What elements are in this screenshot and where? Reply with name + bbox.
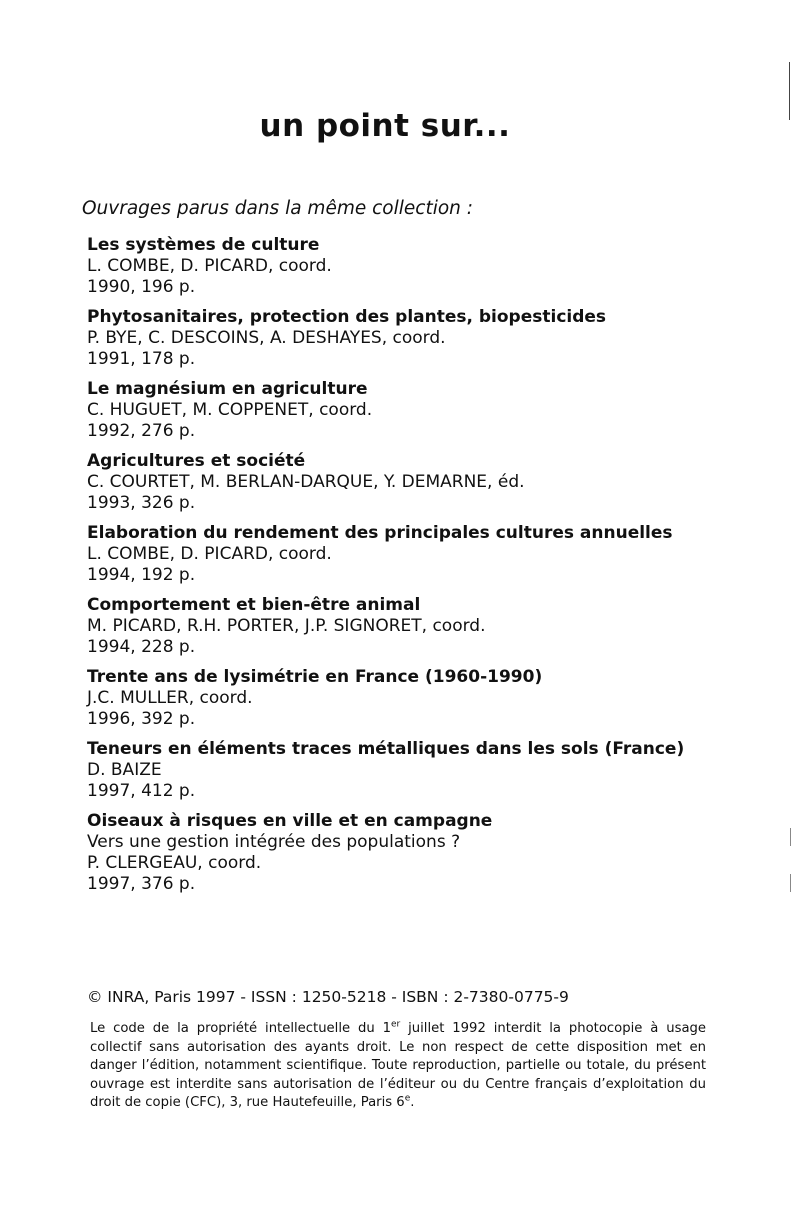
book-entry (87, 594, 727, 658)
book-entry (87, 306, 727, 370)
legal-text: . (410, 1095, 415, 1110)
series-title: un point sur... (259, 108, 511, 144)
collection-heading: Ouvrages parus dans la même collection : (82, 198, 473, 219)
book-editors: C. COURTET, M. BERLAN-DARQUE, Y. DEMARNE, éd. (87, 472, 525, 492)
book-subtitle: Vers une gestion intégrée des populations ? (87, 832, 461, 852)
book-editors: P. BYE, C. DESCOINS, A. DESHAYES, coord. (87, 328, 446, 348)
book-title: Le magnésium en agriculture (87, 379, 368, 399)
book-year-pages: 1997, 376 p. (87, 874, 196, 894)
book-editors: D. BAIZE (87, 760, 162, 780)
book-year-pages: 1997, 412 p. (87, 781, 196, 801)
scan-edge-mark (790, 828, 791, 846)
book-year-pages: 1991, 178 p. (87, 349, 196, 369)
book-entry (87, 666, 727, 730)
book-entry (87, 234, 727, 298)
legal-notice (90, 1020, 706, 1113)
copyright-line: © INRA, Paris 1997 - ISSN : 1250-5218 - ISBN : 2-7380-0775-9 (87, 988, 569, 1006)
book-title: Trente ans de lysimétrie en France (1960-1990) (87, 667, 543, 687)
book-editors: L. COMBE, D. PICARD, coord. (87, 544, 332, 564)
book-title: Phytosanitaires, protection des plantes, biopesticides (87, 307, 607, 327)
scan-edge-mark (789, 62, 790, 120)
book-editors: J.C. MULLER, coord. (87, 688, 253, 708)
book-title: Les systèmes de culture (87, 235, 320, 255)
book-year-pages: 1994, 192 p. (87, 565, 196, 585)
book-title: Teneurs en éléments traces métalliques dans les sols (France) (87, 739, 685, 759)
legal-text: juillet 1992 interdit la photocopie à usage collectif sans autorisation des ayants droit. Le non respect de cette disposition met en danger l’édition, notamment scientifique. Toute reproduction, partielle ou totale, du présent ouvrage est interdite sans autorisation de l’éditeur ou du Centre français d’exploitation du droit de copie (CFC), 3, rue Hautefeuille, Paris 6 (90, 1021, 707, 1110)
book-editors: L. COMBE, D. PICARD, coord. (87, 256, 332, 276)
scan-edge-mark (790, 874, 791, 892)
book-entry (87, 450, 727, 514)
book-year-pages: 1993, 326 p. (87, 493, 196, 513)
book-year-pages: 1990, 196 p. (87, 277, 196, 297)
book-list (87, 234, 727, 903)
legal-text: Le code de la propriété intellectuelle du 1 (90, 1021, 391, 1036)
book-entry (87, 810, 727, 895)
book-title: Comportement et bien-être animal (87, 595, 421, 615)
book-title: Oiseaux à risques en ville et en campagne (87, 811, 493, 831)
book-entry (87, 738, 727, 802)
book-year-pages: 1996, 392 p. (87, 709, 196, 729)
book-editors: P. CLERGEAU, coord. (87, 853, 262, 873)
book-entry (87, 378, 727, 442)
book-title: Agricultures et société (87, 451, 306, 471)
book-title: Elaboration du rendement des principales cultures annuelles (87, 523, 673, 543)
book-entry (87, 522, 727, 586)
legal-superscript: er (390, 1019, 401, 1030)
book-editors: M. PICARD, R.H. PORTER, J.P. SIGNORET, coord. (87, 616, 486, 636)
book-year-pages: 1992, 276 p. (87, 421, 196, 441)
legal-superscript: e (404, 1093, 411, 1104)
book-year-pages: 1994, 228 p. (87, 637, 196, 657)
book-editors: C. HUGUET, M. COPPENET, coord. (87, 400, 373, 420)
